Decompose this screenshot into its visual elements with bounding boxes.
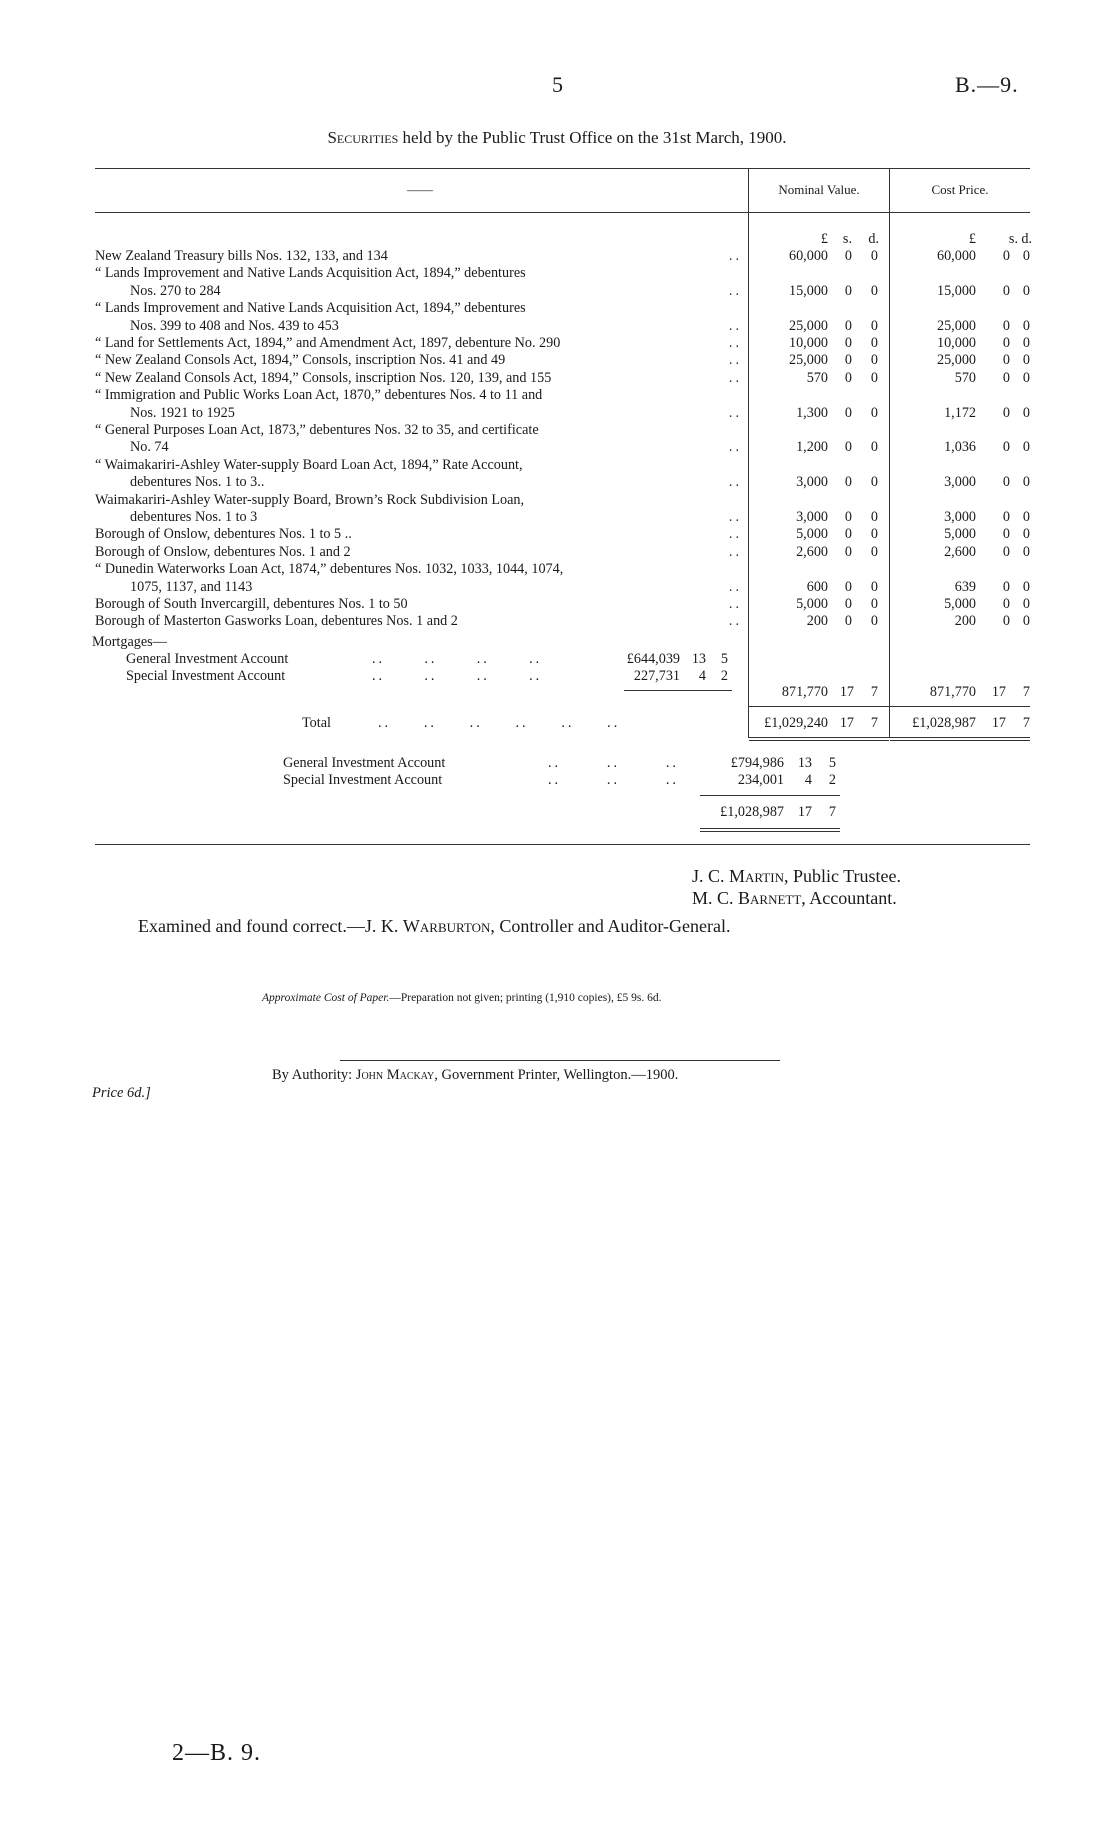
cost-shillings: 0 xyxy=(1002,526,1010,543)
nominal-pounds: 10,000 xyxy=(788,335,828,351)
row-description: Nos. 399 to 408 and Nos. 439 to 453 xyxy=(130,317,339,334)
summary-pounds: £794,986 xyxy=(730,755,784,771)
nominal-shillings: 0 xyxy=(844,613,852,630)
nominal-pence: 0 xyxy=(870,613,878,630)
cost-price-header: Cost Price. xyxy=(931,182,989,197)
total-nominal-pence: 7 xyxy=(870,715,878,731)
summary-double-rule xyxy=(700,831,840,832)
row-description: “ New Zealand Consols Act, 1894,” Consols, inscription Nos. 41 and 49 xyxy=(95,352,506,369)
total-double-rule xyxy=(749,740,889,741)
summary-double-rule xyxy=(700,828,840,829)
row-description: Borough of Onslow, debentures Nos. 1 and 2 xyxy=(95,543,351,560)
row-description: Nos. 1921 to 1925 xyxy=(130,404,235,421)
mortgage-shillings: 13 xyxy=(691,651,706,667)
cost-pounds: 15,000 xyxy=(936,282,976,299)
signature-accountant xyxy=(692,888,897,909)
price: Price 6d.] xyxy=(92,1085,151,1101)
cost-pence: 0 xyxy=(1022,248,1030,264)
row-description: “ New Zealand Consols Act, 1894,” Consols, inscription Nos. 120, 139, and 155 xyxy=(95,369,552,386)
summary-total-shillings: 17 xyxy=(797,804,812,820)
nominal-d-unit: d. xyxy=(868,231,879,247)
total-cost-pounds: £1,028,987 xyxy=(912,715,976,731)
row-description: “ Immigration and Public Works Loan Act, 1870,” debentures Nos. 4 to 11 and xyxy=(95,387,543,404)
nominal-shillings: 0 xyxy=(844,352,852,369)
nominal-pence: 0 xyxy=(870,543,878,560)
cost-pence: 0 xyxy=(1022,578,1030,595)
row-description: “ Land for Settlements Act, 1894,” and Amendment Act, 1897, debenture No. 290 xyxy=(95,335,561,351)
examined-post: , Controller and Auditor-General. xyxy=(490,916,731,936)
row-description: No. 74 xyxy=(130,439,169,456)
signature-role: , Public Trustee. xyxy=(783,866,901,886)
signature-initials: J. C. xyxy=(692,866,730,886)
nominal-shillings: 0 xyxy=(844,335,852,351)
nominal-pence: 0 xyxy=(870,526,878,543)
cost-pound-unit: £ xyxy=(968,231,976,247)
nominal-pence: 0 xyxy=(870,596,878,612)
nominal-shillings: 0 xyxy=(844,474,852,491)
title-lead: Securities xyxy=(327,128,399,147)
cost-pence: 0 xyxy=(1022,543,1030,560)
nominal-pounds: 1,200 xyxy=(796,439,828,456)
nominal-pounds: 15,000 xyxy=(788,282,828,299)
summary-pounds: 234,001 xyxy=(737,772,784,788)
table-row xyxy=(0,265,1114,300)
summary-total-pounds: £1,028,987 xyxy=(720,804,784,820)
leader-dots: .. xyxy=(728,404,742,421)
mortgage-pounds: 227,731 xyxy=(633,668,680,684)
mortgage-item-label: General Investment Account xyxy=(126,651,289,667)
cost-shillings: 0 xyxy=(1002,543,1010,560)
nominal-pounds: 25,000 xyxy=(788,317,828,334)
total-double-rule xyxy=(749,737,889,738)
nominal-pounds: 25,000 xyxy=(788,352,828,369)
row-description: “ General Purposes Loan Act, 1873,” debentures Nos. 32 to 35, and certificate xyxy=(95,422,539,438)
row-description: “ Dunedin Waterworks Loan Act, 1874,” debentures Nos. 1032, 1033, 1044, 1074, xyxy=(95,561,564,578)
examined-pre: Examined and found correct.—J. K. xyxy=(138,916,403,936)
cost-shillings: 0 xyxy=(1002,613,1010,630)
nominal-pounds: 3,000 xyxy=(796,508,828,525)
nominal-shillings: 0 xyxy=(844,369,852,386)
signature-mark: 2—B. 9. xyxy=(172,1740,262,1766)
nominal-pounds: 5,000 xyxy=(796,526,828,543)
nominal-shillings: 0 xyxy=(844,317,852,334)
mortgage-pence: 5 xyxy=(720,651,728,667)
nominal-shillings: 0 xyxy=(844,596,852,612)
nominal-pence: 0 xyxy=(870,282,878,299)
title-rest: held by the Public Trust Office on the 31st March, 1900. xyxy=(398,128,787,147)
leader-dots: .. xyxy=(728,352,742,369)
signature-public-trustee xyxy=(692,866,901,887)
nominal-pence: 0 xyxy=(870,335,878,351)
table-row xyxy=(0,248,1114,265)
auditor-name: Warburton xyxy=(402,916,491,936)
cost-pounds: 25,000 xyxy=(936,317,976,334)
nominal-pence: 0 xyxy=(870,317,878,334)
cost-shillings: 0 xyxy=(1002,439,1010,456)
nominal-shillings: 0 xyxy=(844,404,852,421)
cost-pounds: 25,000 xyxy=(936,352,976,369)
cost-pounds: 3,000 xyxy=(944,508,976,525)
cost-pence: 0 xyxy=(1022,282,1030,299)
cost-pence: 7 xyxy=(1022,684,1030,700)
cost-pounds: 570 xyxy=(954,369,976,386)
leader-dots: .. xyxy=(728,613,742,630)
leader-dots: .. xyxy=(728,543,742,560)
cost-pence: 0 xyxy=(1022,613,1030,630)
nominal-shillings: 17 xyxy=(839,684,854,700)
total-nominal-shillings: 17 xyxy=(839,715,854,731)
table-row xyxy=(0,370,1114,387)
cost-shillings: 0 xyxy=(1002,596,1010,612)
total-cost-pence: 7 xyxy=(1022,715,1030,731)
row-description: Waimakariri-Ashley Water-supply Board, Brown’s Rock Subdivision Loan, xyxy=(95,491,525,508)
cost-note-label: Approximate Cost of Paper. xyxy=(262,992,390,1004)
leader-dots: .. xyxy=(728,439,742,456)
table-row xyxy=(0,492,1114,527)
nominal-pounds: 600 xyxy=(806,578,828,595)
row-description: 1075, 1137, and 1143 xyxy=(130,578,253,595)
leader-dots: .. xyxy=(728,526,742,543)
cost-pounds: 1,036 xyxy=(944,439,976,456)
leader-dots: .. xyxy=(728,578,742,595)
imprint-pre: By Authority: xyxy=(272,1067,356,1083)
cost-pence: 0 xyxy=(1022,508,1030,525)
table-row xyxy=(0,544,1114,561)
mortgage-pounds: £644,039 xyxy=(626,651,680,667)
signature-initials: M. C. xyxy=(692,888,739,908)
nominal-pounds: 60,000 xyxy=(788,248,828,264)
nominal-pence: 7 xyxy=(870,684,878,700)
nominal-shillings: 0 xyxy=(844,282,852,299)
summary-shillings: 4 xyxy=(804,772,812,788)
leader-dots: .. xyxy=(728,508,742,525)
cost-shillings: 0 xyxy=(1002,248,1010,264)
mortgage-sum-rule xyxy=(624,690,732,691)
leader-dots: .. .. .. .. xyxy=(372,651,543,667)
nominal-pence: 0 xyxy=(870,369,878,386)
table-row xyxy=(0,561,1114,596)
leader-dots: .. .. .. .. .. .. xyxy=(378,715,621,731)
cost-pounds: 200 xyxy=(954,613,976,630)
cost-s-unit: s. xyxy=(1008,231,1018,247)
table-row xyxy=(0,596,1114,613)
cost-shillings: 0 xyxy=(1002,282,1010,299)
signature-surname: Barnett xyxy=(738,888,802,908)
nominal-pounds: 871,770 xyxy=(781,684,828,700)
mortgages-label: Mortgages— xyxy=(92,634,167,650)
document-reference: B.—9. xyxy=(955,72,1019,97)
cost-shillings: 0 xyxy=(1002,578,1010,595)
cost-pence: 0 xyxy=(1022,317,1030,334)
leader-dots: .. .. .. xyxy=(548,755,679,771)
leader-dots: .. xyxy=(728,248,742,264)
nominal-pence: 0 xyxy=(870,439,878,456)
cost-of-paper-note xyxy=(262,992,661,1004)
row-description: debentures Nos. 1 to 3.. xyxy=(130,474,265,491)
description-header: —— xyxy=(407,182,433,197)
cost-sum-rule xyxy=(890,706,1030,707)
nominal-pounds: 5,000 xyxy=(796,596,828,612)
nominal-sum-rule xyxy=(749,706,889,707)
nominal-shillings: 0 xyxy=(844,578,852,595)
table-row xyxy=(0,526,1114,543)
cost-shillings: 0 xyxy=(1002,352,1010,369)
cost-pence: 0 xyxy=(1022,439,1030,456)
table-row xyxy=(0,613,1114,630)
row-description: Nos. 270 to 284 xyxy=(130,282,221,299)
table-row xyxy=(0,335,1114,352)
mortgage-shillings: 4 xyxy=(698,668,706,684)
table-row xyxy=(0,422,1114,457)
units-row xyxy=(0,231,1114,248)
nominal-shillings: 0 xyxy=(844,439,852,456)
nominal-value-header: Nominal Value. xyxy=(778,182,860,197)
row-description: “ Waimakariri-Ashley Water-supply Board Loan Act, 1894,” Rate Account, xyxy=(95,456,523,473)
nominal-pounds: 3,000 xyxy=(796,474,828,491)
nominal-pound-unit: £ xyxy=(820,231,828,247)
leader-dots: .. xyxy=(728,596,742,612)
nominal-pounds: 570 xyxy=(806,369,828,386)
mortgage-item-label: Special Investment Account xyxy=(126,668,286,684)
cost-pounds: 871,770 xyxy=(929,684,976,700)
cost-pounds: 3,000 xyxy=(944,474,976,491)
signature-surname: Martin xyxy=(729,866,784,886)
imprint-post: , Government Printer, Wellington.—1900. xyxy=(434,1067,679,1083)
cost-shillings: 0 xyxy=(1002,404,1010,421)
total-label: Total xyxy=(302,715,331,731)
cost-pounds: 2,600 xyxy=(944,543,976,560)
cost-pounds: 60,000 xyxy=(936,248,976,264)
cost-pounds: 10,000 xyxy=(936,335,976,351)
row-description: “ Lands Improvement and Native Lands Acquisition Act, 1894,” debentures xyxy=(95,300,526,317)
row-description: Borough of Masterton Gasworks Loan, debentures Nos. 1 and 2 xyxy=(95,613,458,630)
cost-shillings: 0 xyxy=(1002,335,1010,351)
cost-shillings: 0 xyxy=(1002,508,1010,525)
table-row xyxy=(0,300,1114,335)
leader-dots: .. .. .. xyxy=(548,772,679,788)
examined-statement xyxy=(138,916,730,937)
leader-dots: .. xyxy=(728,317,742,334)
nominal-pence: 0 xyxy=(870,474,878,491)
total-nominal-pounds: £1,029,240 xyxy=(764,715,828,731)
leader-dots: .. xyxy=(728,474,742,491)
row-description: Borough of Onslow, debentures Nos. 1 to 5 .. xyxy=(95,526,352,543)
nominal-shillings: 0 xyxy=(844,248,852,264)
cost-shillings: 0 xyxy=(1002,317,1010,334)
leader-dots: .. .. .. .. xyxy=(372,668,543,684)
nominal-pence: 0 xyxy=(870,404,878,421)
summary-total-pence: 7 xyxy=(828,804,836,820)
row-description: debentures Nos. 1 to 3 xyxy=(130,508,258,525)
summary-label: Special Investment Account xyxy=(283,772,443,788)
total-double-rule xyxy=(890,740,1030,741)
cost-d-unit: d. xyxy=(1021,231,1032,247)
page-title xyxy=(0,128,1114,148)
summary-shillings: 13 xyxy=(797,755,812,771)
cost-pounds: 5,000 xyxy=(944,596,976,612)
imprint xyxy=(272,1067,678,1084)
table-row xyxy=(0,387,1114,422)
row-description: “ Lands Improvement and Native Lands Acquisition Act, 1894,” debentures xyxy=(95,265,526,282)
cost-note-text: —Preparation not given; printing (1,910 copies), £5 9s. 6d. xyxy=(389,992,662,1004)
cost-pence: 0 xyxy=(1022,526,1030,543)
total-cost-shillings: 17 xyxy=(991,715,1006,731)
nominal-pence: 0 xyxy=(870,248,878,264)
cost-shillings: 0 xyxy=(1002,474,1010,491)
leader-dots: .. xyxy=(728,369,742,386)
cost-pence: 0 xyxy=(1022,404,1030,421)
nominal-s-unit: s. xyxy=(842,231,852,247)
nominal-pounds: 2,600 xyxy=(796,543,828,560)
nominal-pence: 0 xyxy=(870,352,878,369)
summary-pence: 5 xyxy=(828,755,836,771)
mortgage-pence: 2 xyxy=(720,668,728,684)
cost-pence: 0 xyxy=(1022,474,1030,491)
cost-pence: 0 xyxy=(1022,369,1030,386)
table-row xyxy=(0,352,1114,369)
nominal-shillings: 0 xyxy=(844,543,852,560)
leader-dots: .. xyxy=(728,335,742,351)
cost-shillings: 17 xyxy=(991,684,1006,700)
leader-dots: .. xyxy=(728,282,742,299)
cost-pounds: 5,000 xyxy=(944,526,976,543)
cost-pounds: 639 xyxy=(954,578,976,595)
total-double-rule xyxy=(890,737,1030,738)
nominal-pence: 0 xyxy=(870,508,878,525)
row-description: New Zealand Treasury bills Nos. 132, 133, and 134 xyxy=(95,248,388,264)
signature-role: , Accountant. xyxy=(801,888,897,908)
cost-pounds: 1,172 xyxy=(944,404,976,421)
cost-shillings: 0 xyxy=(1002,369,1010,386)
nominal-shillings: 0 xyxy=(844,526,852,543)
table-bottom-rule xyxy=(95,844,1030,845)
printer-name: John Mackay xyxy=(355,1067,435,1083)
nominal-pence: 0 xyxy=(870,578,878,595)
cost-pence: 0 xyxy=(1022,335,1030,351)
table-row xyxy=(0,457,1114,492)
imprint-rule xyxy=(340,1060,780,1061)
cost-pence: 0 xyxy=(1022,352,1030,369)
cost-pence: 0 xyxy=(1022,596,1030,612)
page-number: 5 xyxy=(552,72,563,97)
row-description: Borough of South Invercargill, debentures Nos. 1 to 50 xyxy=(95,596,408,612)
nominal-shillings: 0 xyxy=(844,508,852,525)
summary-pence: 2 xyxy=(828,772,836,788)
nominal-pounds: 200 xyxy=(806,613,828,630)
summary-label: General Investment Account xyxy=(283,755,446,771)
nominal-pounds: 1,300 xyxy=(796,404,828,421)
summary-sum-rule xyxy=(700,795,840,796)
